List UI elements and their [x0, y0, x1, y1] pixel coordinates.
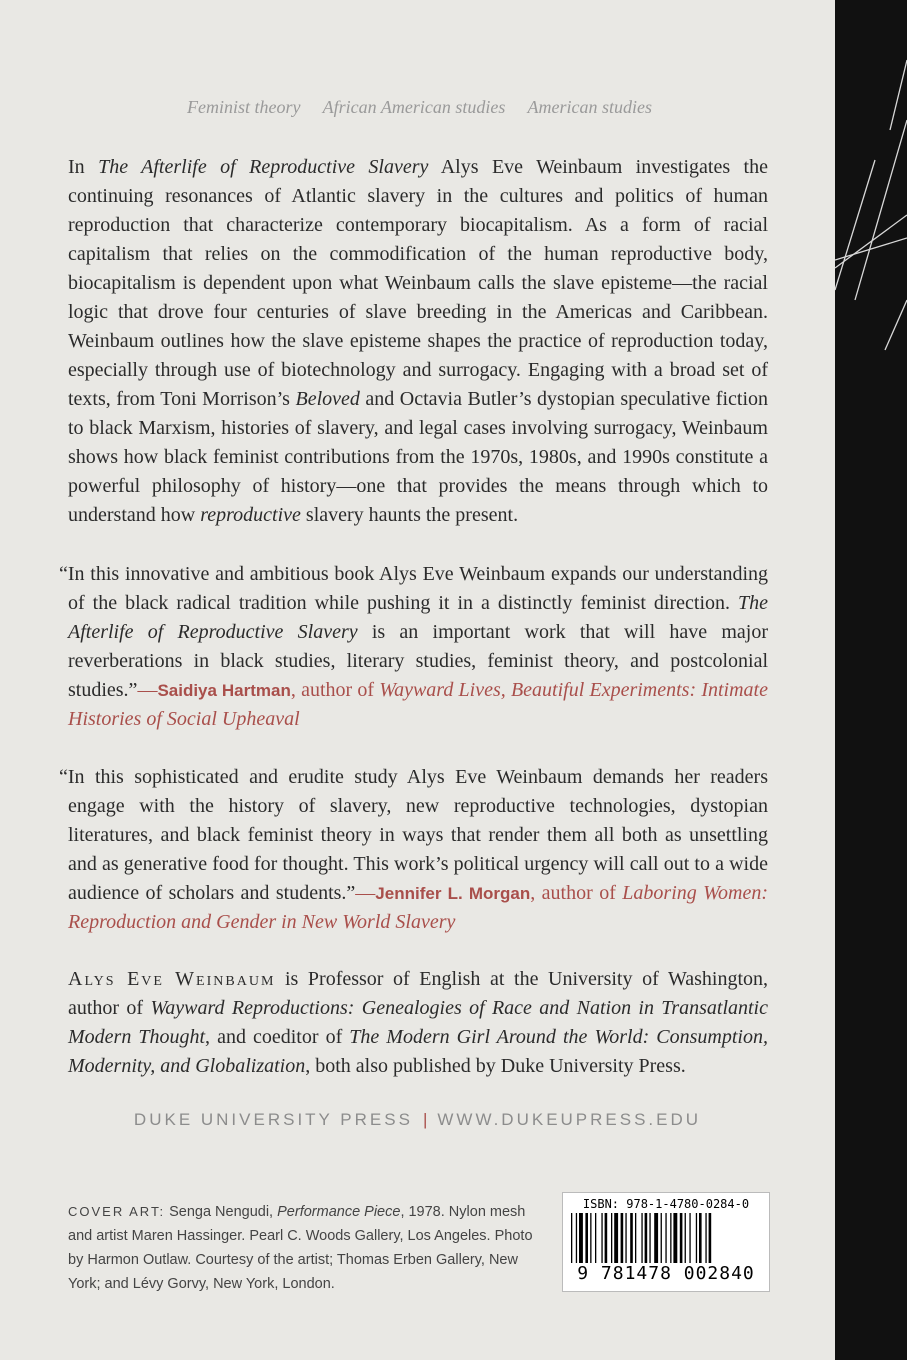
- isbn-label: ISBN: 978-1-4780-0284-0: [582, 1197, 750, 1211]
- description-text: slavery haunts the present.: [300, 504, 519, 526]
- description-text: In: [68, 156, 99, 178]
- bio-text: , and coeditor of: [205, 1026, 350, 1048]
- spine-artwork: [835, 0, 907, 1360]
- barcode-bar: [654, 1213, 658, 1263]
- cover-art-credit: [68, 1200, 538, 1296]
- barcode-bar: [614, 1213, 618, 1263]
- barcode-bars: [571, 1213, 761, 1263]
- blurb-text: is an important work that will have major reverberations in black studies, literary studies, feminist theory, and postcolonial studies.”: [68, 621, 769, 701]
- barcode-bar: [595, 1213, 596, 1263]
- blurb-author-work: Laboring Women: Reproduction and Gender in New World Slavery: [68, 882, 768, 933]
- barcode-bar: [709, 1213, 712, 1263]
- barcode-bar: [645, 1213, 648, 1263]
- barcode-bar: [661, 1213, 662, 1263]
- barcode-bar: [673, 1213, 677, 1263]
- bio-text: is Professor of English at the University of Washington, author of: [68, 968, 769, 1019]
- blurb-author: Saidiya Hartman: [157, 681, 291, 700]
- barcode-bar: [689, 1213, 690, 1263]
- description-text: and Octavia Butler’s dystopian speculative fiction to black Marxism, histories of slavery, and legal cases involving surrogacy, Weinbaum shows how black feminist contributions from the 1970s, 1980s, and 1990s constitute a powerful philosophy of history—one that provides the means through which to understand how: [68, 388, 769, 526]
- emphasis-word: reproductive: [200, 504, 301, 526]
- barcode-bar: [625, 1213, 626, 1263]
- author-work: The Modern Girl Around the World: Consumption, Modernity, and Globalization: [68, 1026, 768, 1077]
- credit-text: , 1978. Nylon mesh and artist Maren Hassinger. Pearl C. Woods Gallery, Los Angeles. Photo by Harmon Outlaw. Courtesy of the artist; Thomas Erben Gallery, New York; and Lévy Gorvy, New York, London.: [68, 1204, 533, 1292]
- blurb-author-work: Wayward Lives, Beautiful Experiments: Intimate Histories of Social Upheaval: [68, 679, 768, 730]
- publisher-bar: [0, 1110, 835, 1130]
- barcode-number: 9 781478 002840: [577, 1263, 755, 1284]
- book-description: [68, 153, 768, 530]
- attribution-dash: —: [137, 679, 158, 701]
- barcode-bar: [621, 1213, 624, 1263]
- barcode-bar: [696, 1213, 697, 1263]
- publisher-name: DUKE UNIVERSITY PRESS: [133, 1110, 413, 1129]
- mesh-lines-artwork: [835, 0, 907, 1360]
- blurb-author-role: , author of: [530, 882, 623, 904]
- author-bio: [68, 965, 768, 1081]
- description-text: Alys Eve Weinbaum investigates the continuing resonances of Atlantic slavery in the cultures and politics of human reproduction that characterize contemporary biocapitalism. As a form of racial capitalism that relies on the commodification of the human reproductive body, biocapitalism is dependent upon what Weinbaum calls the slave episteme—the racial logic that drove four centuries of slave breeding in the Americas and Caribbean. Weinbaum outlines how the slave episteme shapes the practice of reproduction today, especially through use of biotechnology and surrogacy. Engaging with a broad set of texts, from Toni Morrison’s: [68, 156, 768, 410]
- blurb-author: Jennifer L. Morgan: [375, 884, 531, 903]
- category-label: Feminist theory: [187, 97, 301, 117]
- cited-work: Beloved: [295, 388, 360, 410]
- barcode-bar: [685, 1213, 686, 1263]
- barcode-bar: [590, 1213, 591, 1263]
- publisher-url: WWW.DUKEUPRESS.EDU: [437, 1110, 702, 1129]
- barcode-bar: [705, 1213, 706, 1263]
- barcode-bar: [611, 1213, 612, 1263]
- category-label: African American studies: [322, 97, 506, 117]
- barcode-bar: [699, 1213, 702, 1263]
- barcode-bar: [630, 1213, 633, 1263]
- barcode-bar: [680, 1213, 683, 1263]
- publisher-separator: |: [422, 1110, 428, 1129]
- credit-text: Senga Nengudi,: [165, 1204, 278, 1220]
- book-title: The Afterlife of Reproductive Slavery: [98, 156, 429, 178]
- blurb-hartman: [59, 560, 769, 734]
- barcode-bar: [641, 1213, 642, 1263]
- blurb-morgan: [59, 763, 768, 937]
- barcode-bar: [601, 1213, 602, 1263]
- barcode-bar: [585, 1213, 588, 1263]
- barcode-bar: [665, 1213, 666, 1263]
- cover-art-label: COVER ART:: [68, 1204, 166, 1219]
- book-title: The Afterlife of Reproductive Slavery: [68, 592, 768, 643]
- barcode-bar: [635, 1213, 636, 1263]
- barcode-bar: [576, 1213, 577, 1263]
- barcode-bar: [579, 1213, 583, 1263]
- author-name: Alys Eve Weinbaum: [68, 968, 276, 990]
- blurb-author-role: , author of: [290, 679, 380, 701]
- subject-categories: [187, 97, 670, 118]
- barcode-bar: [571, 1213, 572, 1263]
- author-work: Wayward Reproductions: Genealogies of Race and Nation in Transatlantic Modern Thought: [68, 997, 768, 1048]
- barcode-bar: [605, 1213, 608, 1263]
- barcode-bar: [649, 1213, 650, 1263]
- bio-text: , both also published by Duke University Press.: [305, 1055, 686, 1077]
- isbn-barcode: [562, 1192, 770, 1292]
- blurb-text: “In this innovative and ambitious book Alys Eve Weinbaum expands our understanding of the black radical tradition while pushing it in a distinctly feminist direction.: [59, 563, 768, 614]
- barcode-bar: [670, 1213, 671, 1263]
- artwork-title: Performance Piece: [277, 1204, 401, 1220]
- category-label: American studies: [527, 97, 652, 117]
- blurb-text: “In this sophisticated and erudite study Alys Eve Weinbaum demands her readers engage with the history of slavery, new reproductive technologies, dystopian literatures, and black feminist theory in ways that render them all both as unsettling and as generative food for thought. This work’s political urgency will call out to a wide audience of scholars and students.”: [59, 766, 768, 904]
- attribution-dash: —: [355, 882, 376, 904]
